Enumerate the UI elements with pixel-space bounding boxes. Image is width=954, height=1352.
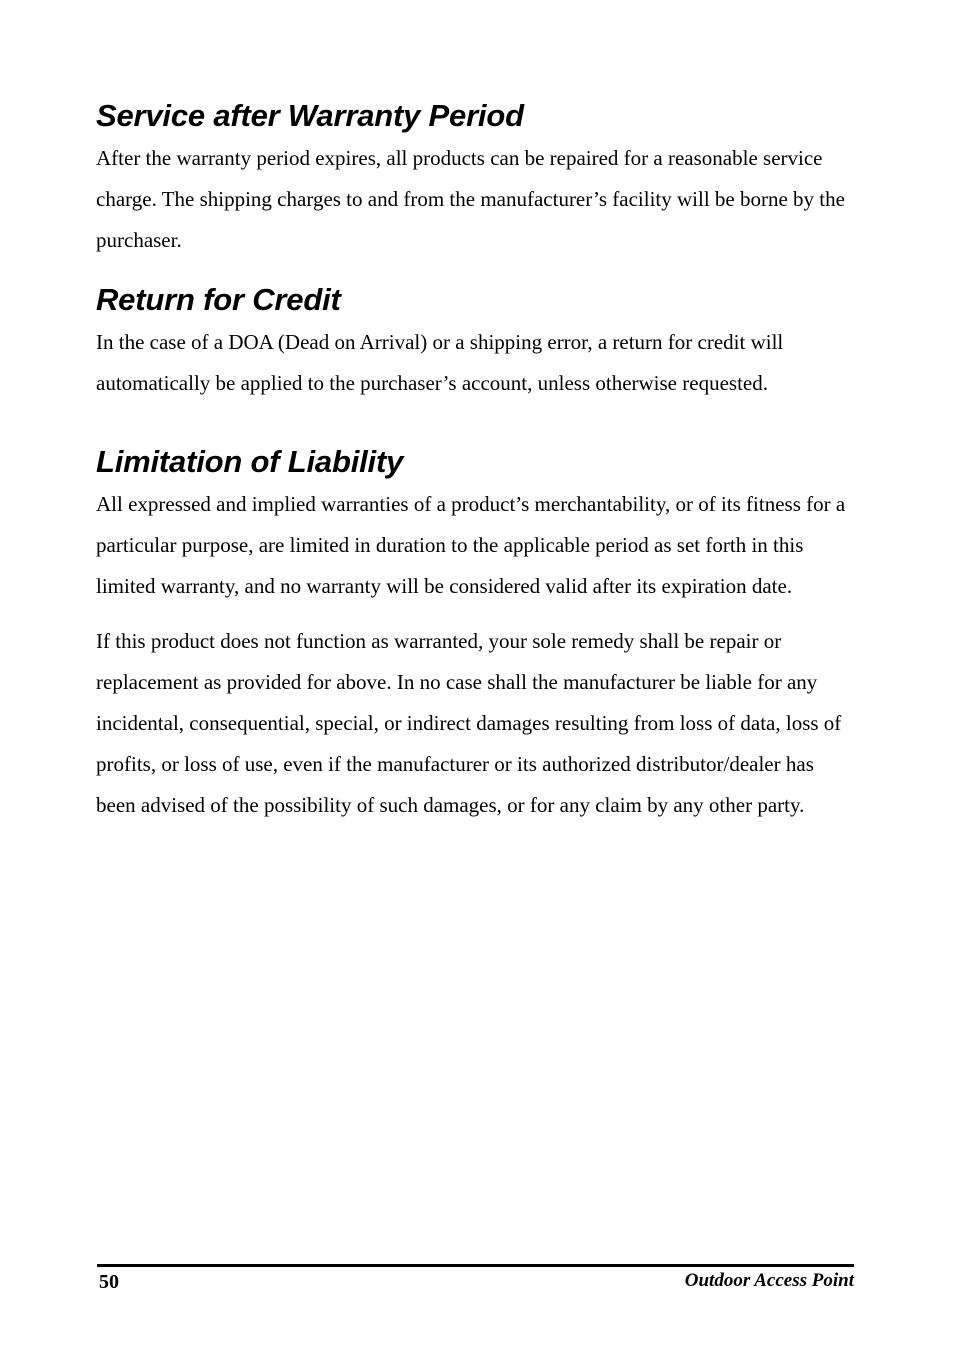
- section-limitation-of-liability: [96, 442, 858, 826]
- section-heading: Limitation of Liability: [96, 444, 404, 479]
- paragraph: All expressed and implied warranties of a product’s merchantability, or of its fitness for a particular purpose, are limited in duration to the applicable period as set forth in this limited warranty, and no warranty will be considered valid after its expiration date.: [96, 492, 846, 598]
- footer-doc-title: Outdoor Access Point: [684, 1270, 854, 1291]
- paragraph: After the warranty period expires, all products can be repaired for a reasonable service charge. The shipping charges to and from the manufacturer’s facility will be borne by the purchaser.: [96, 146, 845, 252]
- page-number: 50: [99, 1271, 119, 1293]
- section-service-after-warranty: [96, 96, 858, 261]
- paragraph: In the case of a DOA (Dead on Arrival) or a shipping error, a return for credit will automatically be applied to the purchaser’s account, unless otherwise requested.: [96, 330, 784, 395]
- page-footer: [97, 1264, 854, 1297]
- section-heading: Service after Warranty Period: [96, 98, 524, 133]
- paragraph: If this product does not function as warranted, your sole remedy shall be repair or replacement as provided for above. In no case shall the manufacturer be liable for any incidental, consequential, special, or indirect damages resulting from loss of data, loss of profits, or loss of use, even if the manufacturer or its authorized distributor/dealer has been advised of the possibility of such damages, or for any claim by any other party.: [96, 629, 842, 817]
- section-return-for-credit: [96, 280, 858, 404]
- section-heading: Return for Credit: [96, 282, 341, 317]
